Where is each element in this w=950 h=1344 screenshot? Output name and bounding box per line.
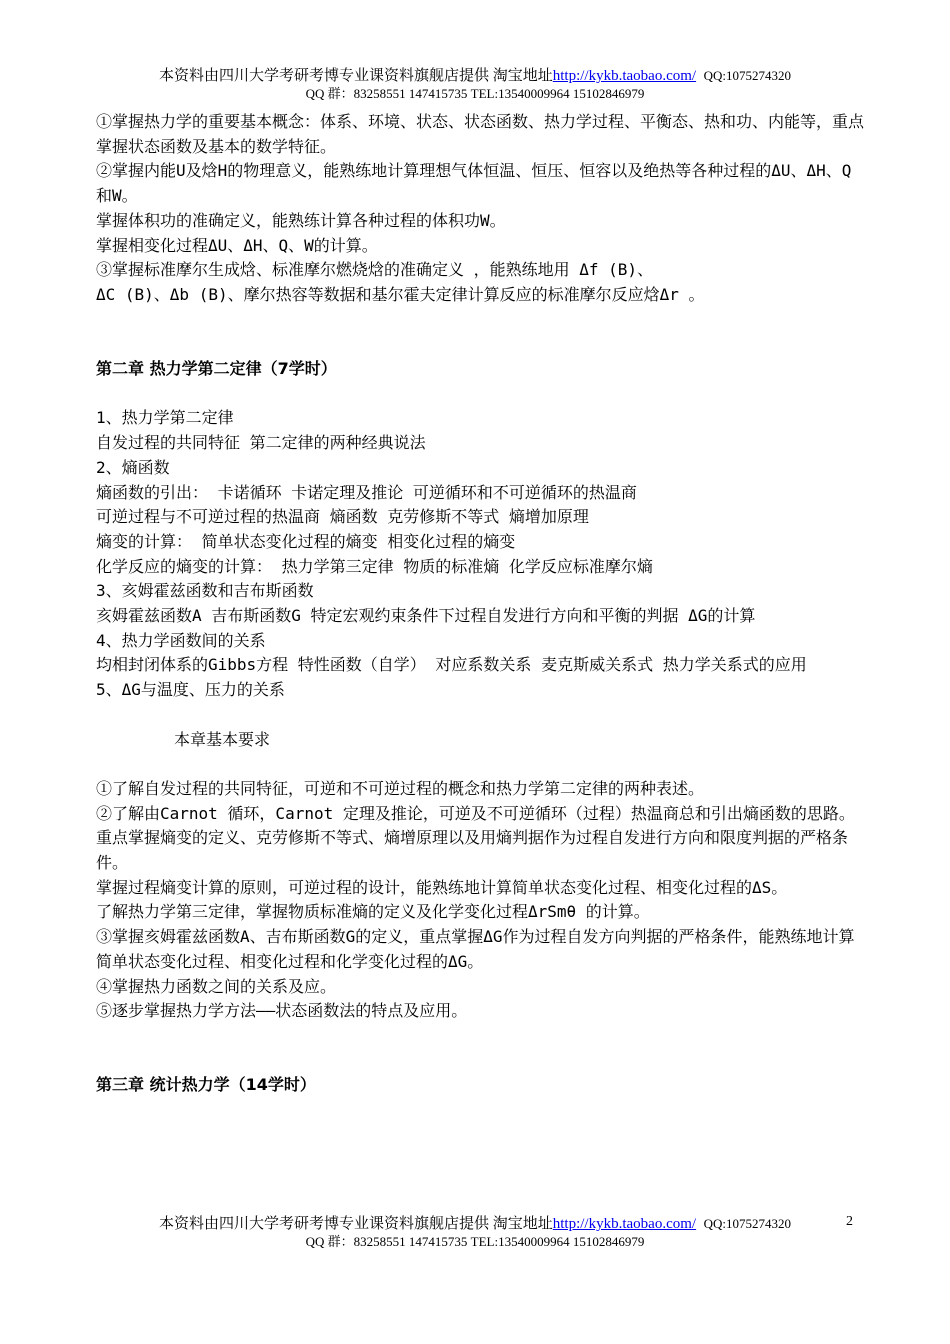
requirement-line: ④掌握热力函数之间的关系及应。: [96, 976, 337, 996]
requirement-line: 掌握过程熵变计算的原则，可逆过程的设计，能熟练地计算简单状态变化过程、相变化过程的ΔS。: [96, 877, 788, 897]
chapter-2-line: 熵函数的引出： 卡诺循环 卡诺定理及推论 可逆循环和不可逆循环的热温商: [96, 482, 637, 502]
requirement-line: ⑤逐步掌握热力学方法——状态函数法的特点及应用。: [96, 1001, 468, 1021]
intro-line: 掌握体积功的准确定义，能熟练计算各种过程的体积功W。: [96, 210, 506, 230]
document-body: [96, 110, 866, 1098]
chapter-2-line: 3、亥姆霍兹函数和吉布斯函数: [96, 581, 314, 601]
requirement-line: 重点掌握熵变的定义、克劳修斯不等式、熵增原理以及用熵判据作为过程自发进行方向和限度判据的严格条件。: [96, 828, 849, 873]
requirements-heading: 本章基本要求: [174, 729, 271, 749]
chapter-2-line: 2、熵函数: [96, 457, 170, 477]
page-footer: [0, 1214, 950, 1250]
footer-text: 本资料由四川大学考研考博专业课资料旗舰店提供 淘宝地址: [159, 1216, 553, 1232]
page-header: [0, 66, 950, 102]
chapter-2-line: 可逆过程与不可逆过程的热温商 熵函数 克劳修斯不等式 熵增加原理: [96, 507, 589, 527]
chapter-2-line: 5、ΔG与温度、压力的关系: [96, 680, 285, 700]
requirement-line: ①了解自发过程的共同特征，可逆和不可逆过程的概念和热力学第二定律的两种表述。: [96, 778, 705, 798]
requirement-line: 了解热力学第三定律，掌握物质标准熵的定义及化学变化过程ΔrSmθ 的计算。: [96, 902, 650, 922]
page-number: 2: [846, 1214, 853, 1229]
chapter-2-line: 均相封闭体系的Gibbs方程 特性函数（自学） 对应系数关系 麦克斯威关系式 热力学关系式的应用: [96, 655, 807, 675]
header-contact: QQ 群：83258551 147415735 TEL:13540009964 15102846979: [305, 86, 645, 101]
intro-line: ①掌握热力学的重要基本概念：体系、环境、状态、状态函数、热力学过程、平衡态、热和功、内能等，重点掌握状态函数及基本的数学特征。: [96, 112, 865, 156]
intro-line: ②掌握内能U及焓H的物理意义，能熟练地计算理想气体恒温、恒压、恒容以及绝热等各种过程的ΔU、ΔH、Q和W。: [96, 161, 852, 206]
taobao-link[interactable]: http://kykb.taobao.com/: [552, 68, 697, 84]
header-qq: QQ:1075274320: [703, 68, 791, 83]
requirement-line: ③掌握亥姆霍兹函数A、吉布斯函数G的定义，重点掌握ΔG作为过程自发方向判据的严格条件，能熟练地计算简单状态变化过程、相变化过程和化学变化过程的ΔG。: [96, 927, 855, 971]
intro-line: ③掌握标准摩尔生成焓、标准摩尔燃烧焓的准确定义 ，能熟练地用 Δf (B)、: [96, 260, 654, 280]
footer-qq: QQ:1075274320: [703, 1216, 791, 1231]
footer-taobao-link[interactable]: http://kykb.taobao.com/: [552, 1216, 697, 1232]
chapter-2-line: 熵变的计算： 简单状态变化过程的熵变 相变化过程的熵变: [96, 531, 516, 551]
requirement-line: ②了解由Carnot 循环，Carnot 定理及推论，可逆及不可逆循环（过程）热温商总和引出熵函数的思路。: [96, 803, 855, 823]
chapter-2-title: 第二章 热力学第二定律（7学时）: [96, 359, 337, 378]
chapter-3-title: 第三章 统计热力学（14学时）: [96, 1075, 316, 1095]
intro-line: 掌握相变化过程ΔU、ΔH、Q、W的计算。: [96, 235, 378, 255]
chapter-2-line: 亥姆霍兹函数A 吉布斯函数G 特定宏观约束条件下过程自发进行方向和平衡的判据 ΔG的计算: [96, 606, 756, 626]
chapter-2-line: 化学反应的熵变的计算： 热力学第三定律 物质的标准熵 化学反应标准摩尔熵: [96, 556, 653, 576]
chapter-2-line: 4、热力学函数间的关系: [96, 630, 266, 650]
intro-line: ΔC (B)、Δb (B)、摩尔热容等数据和基尔霍夫定律计算反应的标准摩尔反应焓Δr 。: [96, 284, 705, 304]
header-text: 本资料由四川大学考研考博专业课资料旗舰店提供 淘宝地址: [159, 68, 553, 84]
footer-contact: QQ 群：83258551 147415735 TEL:13540009964 15102846979: [305, 1234, 645, 1249]
chapter-2-line: 自发过程的共同特征 第二定律的两种经典说法: [96, 433, 426, 453]
chapter-2-line: 1、热力学第二定律: [96, 408, 234, 428]
